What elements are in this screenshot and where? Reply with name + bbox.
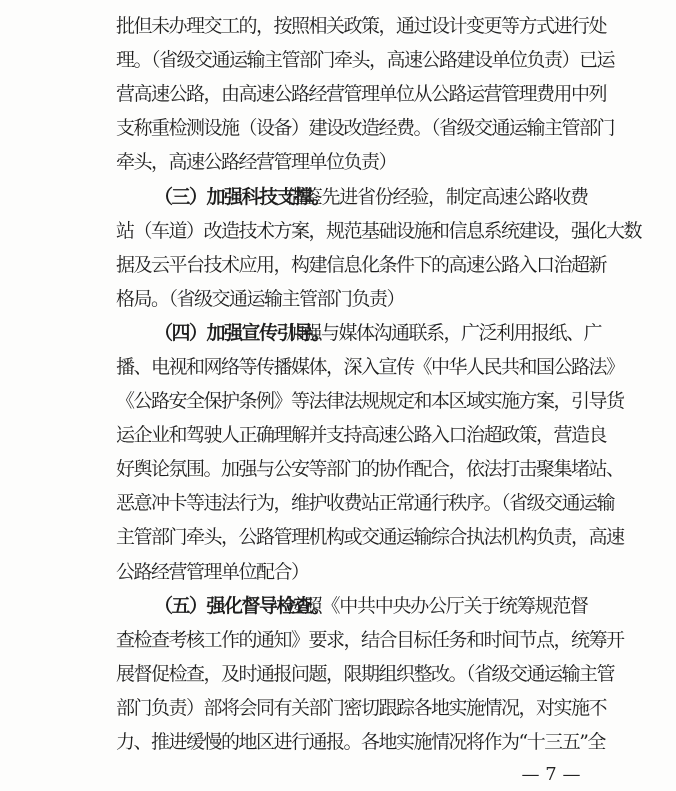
- text-line-content: 《公路安全保护条例》等法律法规规定和本区域实施方案，引导货: [116, 390, 624, 412]
- text-line-content: 理。（省级交通运输主管部门牵头，高速公路建设单位负责）已运: [116, 49, 615, 71]
- text-line-content: 运企业和驾驶人正确理解并支持高速公路入口治超政策，营造良: [116, 424, 607, 446]
- text-line: [0, 589, 676, 623]
- text-line: [0, 111, 676, 145]
- text-line: [0, 43, 676, 77]
- text-line: [0, 555, 676, 589]
- section-text: 借鉴先进省份经验，制定高速公路收费: [286, 186, 588, 208]
- text-line: [0, 384, 676, 418]
- text-line: [0, 77, 676, 111]
- text-line: [0, 520, 676, 554]
- text-line: [0, 145, 676, 179]
- text-line: [0, 623, 676, 657]
- text-line: [0, 316, 676, 350]
- text-line: [0, 691, 676, 725]
- section-heading: （四）加强宣传引导。: [154, 322, 330, 344]
- section-text: 按照《中共中央办公厅关于统筹规范督: [286, 595, 588, 617]
- page-number: — 7 —: [521, 764, 581, 785]
- text-line: [0, 350, 676, 384]
- text-line-content: 展督促检查，及时通报问题，限期组织整改。（省级交通运输主管: [116, 663, 615, 685]
- text-line-content: 站（车道）改造技术方案，规范基础设施和信息系统建设，强化大数: [116, 220, 642, 242]
- text-line: [0, 725, 676, 759]
- text-line: [0, 657, 676, 691]
- text-line: [0, 248, 676, 282]
- text-line: [0, 9, 676, 43]
- text-line-content: 恶意冲卡等违法行为，维护收费站正常通行秩序。（省级交通运输: [116, 492, 615, 514]
- text-line-content: 据及云平台技术应用，构建信息化条件下的高速公路入口治超新: [116, 254, 607, 276]
- text-line-content: 营高速公路，由高速公路经营管理单位从公路运营管理费用中列: [116, 83, 607, 105]
- text-line: [0, 418, 676, 452]
- text-line-content: 力、推进缓慢的地区进行通报。各地实施情况将作为“十三五”全: [116, 731, 605, 753]
- text-line-content: 部门负责）部将会同有关部门密切跟踪各地实施情况，对实施不: [116, 697, 607, 719]
- section-text: 加强与媒体沟通联系，广泛利用报纸、广: [286, 322, 602, 344]
- text-line-content: 格局。（省级交通运输主管部门负责）: [116, 288, 405, 310]
- text-line-content: 查检查考核工作的通知》要求，结合目标任务和时间节点，统筹开: [116, 629, 624, 651]
- text-line-content: 公路经营管理单位配合）: [116, 561, 309, 583]
- text-line-content: 好舆论氛围。加强与公安等部门的协作配合，依法打击聚集堵站、: [116, 458, 624, 480]
- text-line-content: 批但未办理交工的，按照相关政策，通过设计变更等方式进行处: [116, 15, 607, 37]
- section-heading: （三）加强科技支撑。: [154, 186, 330, 208]
- section-heading: （五）强化督导检查。: [154, 595, 330, 617]
- text-line-content: 牵头，高速公路经营管理单位负责）: [116, 151, 397, 173]
- text-line-content: 支称重检测设施（设备）建设改造经费。（省级交通运输主管部门: [116, 117, 615, 139]
- text-line-content: 播、电视和网络等传播媒体，深入宣传《中华人民共和国公路法》: [116, 356, 624, 378]
- text-line: [0, 180, 676, 214]
- text-line: [0, 486, 676, 520]
- text-line: [0, 214, 676, 248]
- text-line: [0, 282, 676, 316]
- text-line-content: 主管部门牵头，公路管理机构或交通运输综合执法机构负责，高速: [116, 526, 624, 548]
- text-line: [0, 452, 676, 486]
